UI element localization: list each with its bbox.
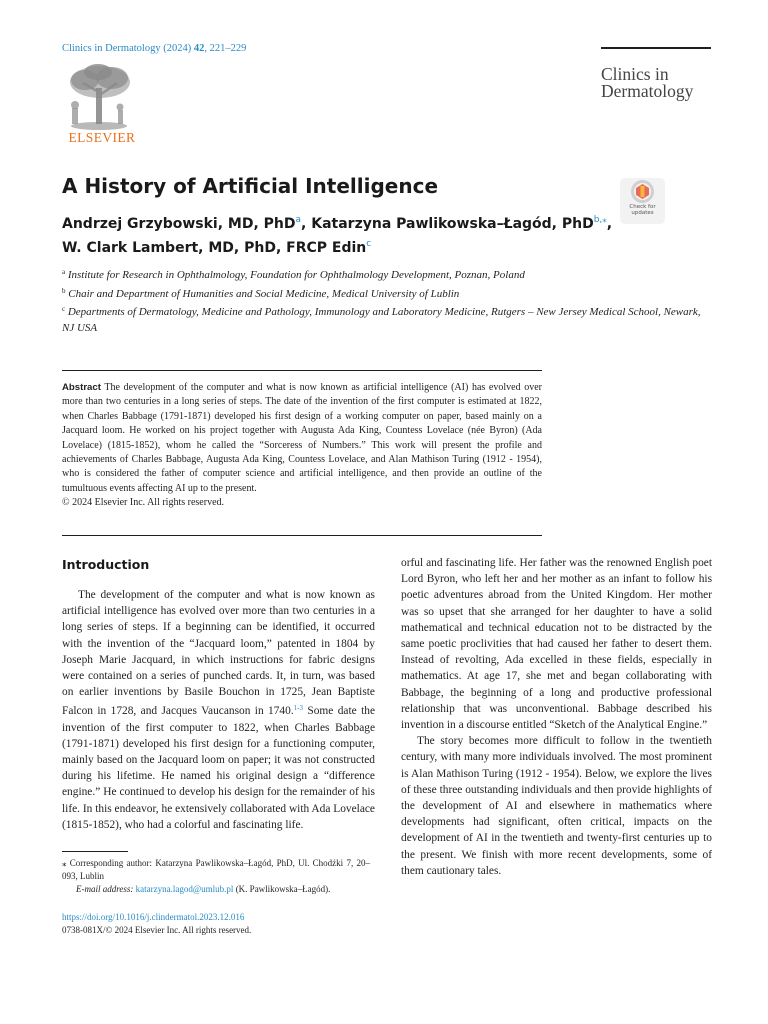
journal-name-line2: Dermatology (601, 81, 694, 101)
author-affil-marker[interactable]: c (366, 239, 372, 249)
affiliation-item: $^b$ Chair and Department of Humanities and Social Medicine, Medical University of Lublin (62, 286, 460, 300)
abstract-text: The development of the computer and what is now known as artificial intelligence (AI) has evolved over more than two centuries in a long series of steps. The date of the invention of the first computer is estimated at 1822, when Charles Babbage (1791-1871) developed his first design of a working computer on paper, based mainly on a Jacquard loom. He worked on his project together with Augusta Ada King, Countess Lovelace (née Byron) (Ada Lovelace) (1815-1852), whom he called the “Sorceress of Numbers.” This work will present the profile and achievements of Charles Babbage, Augusta Ada King, Countess Lovelace, and Alan Mathison Turing (1912 - 1954), who is considered the father of computer science and artificial intelligence, and then provide an outline of the tumultuous events affecting AI up to the present. (62, 382, 542, 494)
footnote-rule (62, 851, 128, 852)
body-column-right (401, 555, 712, 879)
body-paragraph: The story becomes more difficult to follow in the twentieth century, with many more individuals involved. The most prominent is Alan Mathison Turing (1912 - 1954). Below, we explore the lives of these three outstanding individuals and then provide highlights of the development of AI and elsewhere in mathematics where developments had significant, often critical, impacts on the development of AI in the twentieth and twenty-first centuries up to the present. We finish with more recent developments, some of them cautionary tales. (401, 735, 712, 877)
author-list: Andrzej Grzybowski, MD, PhD$^a$, Katarzyna Pawlikowska–Łagód, PhD$^{b,⁎}$, W. Clark Lambert, MD, PhD, FRCP Edin$^c$ (62, 215, 613, 256)
check-for-updates-button[interactable] (620, 178, 665, 224)
issn-copyright: 0738-081X/© 2024 Elsevier Inc. All rights reserved. (62, 924, 252, 935)
affiliations (62, 265, 702, 336)
author-affil-marker[interactable]: b,⁎ (593, 215, 607, 225)
article-title: A History of Artificial Intelligence (62, 174, 439, 198)
abstract-top-rule (62, 370, 542, 371)
corresponding-author-footnote (62, 857, 370, 896)
body-column-left (62, 587, 375, 839)
check-for-updates-label: Check for updates (629, 204, 656, 216)
email-link[interactable]: katarzyna.lagod@umlub.pl (135, 884, 234, 894)
affiliation-item: $^a$ Institute for Research in Ophthalmology, Foundation for Ophthalmology Development, Poznan, Poland (62, 268, 525, 281)
corresponding-author: ⁎ Corresponding author: Katarzyna Pawlikowska–Łagód, PhD, Ul. Chodźki 7, 20–093, Lublin (62, 858, 370, 881)
author-name: Andrzej Grzybowski, MD, PhD (62, 216, 296, 232)
author-affil-marker[interactable]: a (295, 215, 302, 225)
email-line: E-mail address: katarzyna.lagod@umlub.pl (K. Pawlikowska–Łagód). (76, 884, 331, 894)
journal-name-line1: Clinics in (601, 64, 669, 84)
journal-ref-pages: , 221–229 (204, 43, 247, 54)
journal-citation[interactable] (62, 43, 246, 54)
affiliation-item: $^c$ Departments of Dermatology, Medicine and Pathology, Immunology and Laboratory Medicine, Rutgers – New Jersey Medical School, Newark, NJ USA (62, 305, 701, 334)
author-name: W. Clark Lambert, MD, PhD, FRCP Edin (62, 240, 367, 256)
abstract-label: Abstract (62, 382, 101, 393)
footer (62, 911, 251, 936)
abstract (62, 381, 542, 511)
body-paragraph: The development of the computer and what is now known as artificial intelligence has evolved over more than two centuries in a long series of steps. If a beginning can be identified, it occurred with the invention of the “Jacquard loom,” patented in 1804 by Joseph Marie Jacquard, in which instructions for fabric designs were contained on a series of punched cards. It, in turn, was based on earlier inventions by Basile Bouchon in 1725, Jean Baptiste Falcon in 1728, and Jacques Vaucanson in 1740.$^{1-3}$ Some date the invention of the first computer to 1822, when Charles Babbage (1791-1871) developed his first design for a functioning computer, mainly based on the Jacquard loom on paper; it was not constructed during his lifetime. He named his original design a “difference engine.” He continued to develop his design for the remainder of his life. In this endeavor, he extensively collaborated with Ada Lovelace (1815-1852), who had a colorful and fascinating life. (62, 589, 375, 831)
journal-name[interactable] (601, 47, 711, 100)
abstract-bottom-rule (62, 535, 542, 536)
section-heading-introduction: Introduction (62, 557, 150, 572)
author-name: Katarzyna Pawlikowska–Łagód, PhD (311, 216, 594, 232)
body-paragraph: orful and fascinating life. Her father was the renowned English poet Lord Byron, who left her and her mother as an infant to follow his poetic adventures abroad from the United Kingdom. Her mother was so upset that she arranged for her daughter to have a solid mathematical and technical education not to be distracted by the same poetic proclivities that had caused her father to desert them. Instead of revolting, Ada excelled in these fields, especially in mathematics. At age 17, she met and began collaborating with Babbage, the beginning of a long and productive professional relationship that was unconventional. Babbage described his invention in a discourse entitled “Sketch of the Analytical Engine.” (401, 557, 712, 732)
citation-link[interactable]: 1-3 (293, 704, 304, 713)
abstract-copyright: © 2024 Elsevier Inc. All rights reserved. (62, 497, 225, 509)
journal-ref-prefix: Clinics in Dermatology (2024) (62, 43, 194, 54)
doi-link[interactable]: https://doi.org/10.1016/j.clindermatol.2023.12.016 (62, 912, 245, 922)
crossmark-icon (631, 180, 654, 203)
journal-ref-volume: 42 (193, 43, 205, 54)
publisher-name: ELSEVIER (68, 130, 136, 145)
